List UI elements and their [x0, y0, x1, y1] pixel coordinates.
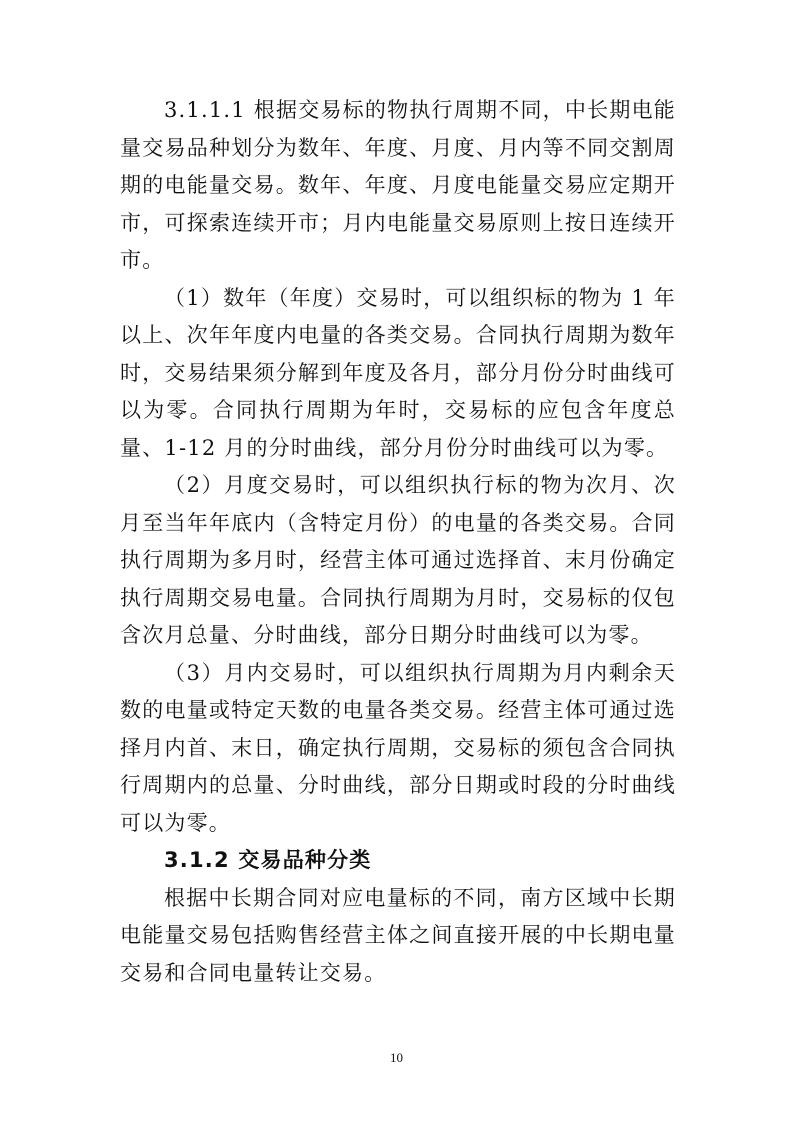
section-heading-3-1-2: 3.1.2 交易品种分类	[164, 848, 372, 872]
list-item-2-monthly-trading: （2）月度交易时，可以组织执行标的物为次月、次月至当年年底内（含特定月份）的电量的各类交易。合同执行周期为多月时，经营主体可通过选择首、末月份确定执行周期交易电量。合同执行周期为月时，交易标的仅包含次月总量、分时曲线，部分日期分时曲线可以为零。	[120, 473, 676, 647]
page-number: 10	[390, 1050, 403, 1065]
list-item-3-intra-month-trading: （3）月内交易时，可以组织执行周期为月内剩余天数的电量或特定天数的电量各类交易。经营主体可通过选择月内首、末日，确定执行周期，交易标的须包含合同执行周期内的总量、分时曲线，部分日期或时段的分时曲线可以为零。	[120, 660, 676, 835]
list-item-1-multi-year-trading: （1）数年（年度）交易时，可以组织标的物为 1 年以上、次年年度内电量的各类交易。合同执行周期为数年时，交易结果须分解到年度及各月，部分月份分时曲线可以为零。合同执行周期为年时，交易标的应包含年度总量、1-12 月的分时曲线，部分月份分时曲线可以为零。	[120, 285, 676, 460]
paragraph-3-1-1-1: 3.1.1.1 根据交易标的物执行周期不同，中长期电能量交易品种划分为数年、年度、月度、月内等不同交割周期的电能量交易。数年、年度、月度电能量交易应定期开市，可探索连续开市；月内电能量交易原则上按日连续开市。	[120, 98, 676, 272]
paragraph-3-1-2: 根据中长期合同对应电量标的不同，南方区域中长期电能量交易包括购售经营主体之间直接开展的中长期电量交易和合同电量转让交易。	[120, 885, 676, 985]
page-body	[120, 92, 676, 992]
